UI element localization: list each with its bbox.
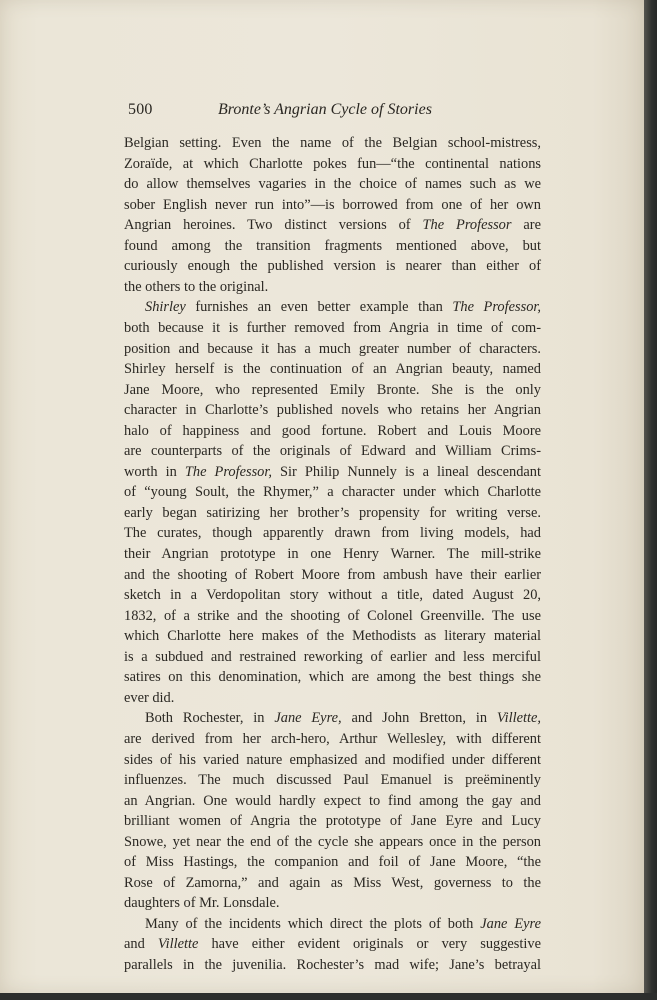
text-run: worth in [124, 463, 185, 480]
text-line [124, 729, 541, 750]
italic-text: The Professor [422, 217, 512, 234]
page-bottom-edge [0, 993, 657, 1000]
text-line [124, 380, 541, 401]
text-run: of Miss Hastings, the companion and foil of Jane Moore, “the [124, 854, 541, 871]
text-line [124, 133, 541, 154]
text-run: Many of the incidents which direct the plots of both [145, 915, 481, 932]
text-line [124, 955, 541, 976]
text-line [124, 852, 541, 873]
text-run: sober English never run into”—is borrowed from one of her own [124, 196, 541, 213]
text-run: of “young Soult, the Rhymer,” a character under which Charlotte [124, 484, 541, 501]
text-run: Sir Philip Nunnely is a lineal descendant [271, 463, 541, 480]
text-run: which Charlotte here makes of the Methodists as literary material [124, 628, 541, 645]
text-line [124, 236, 541, 257]
italic-text: Shirley [145, 299, 186, 316]
text-run: curiously enough the published version is nearer than either of [124, 258, 541, 275]
text-run: ever did. [124, 689, 175, 706]
text-line [124, 544, 541, 565]
text-line [124, 832, 541, 853]
text-line [124, 893, 541, 914]
text-run: Zoraïde, at which Charlotte pokes fun—“the continental nations [124, 155, 541, 172]
text-line [124, 482, 541, 503]
italic-text: The Professor, [452, 299, 541, 316]
text-line [124, 667, 541, 688]
text-run: are counterparts of the originals of Edward and William Crims- [124, 443, 541, 460]
text-run: and [124, 936, 158, 953]
text-line [124, 256, 541, 277]
text-run: furnishes an even better example than [185, 299, 453, 316]
text-line [124, 565, 541, 586]
text-line [124, 441, 541, 462]
text-line [124, 750, 541, 771]
page-number: 500 [128, 101, 153, 118]
text-run: halo of happiness and good fortune. Robert and Louis Moore [124, 422, 541, 439]
text-line [124, 626, 541, 647]
text-line [124, 688, 541, 709]
text-run: character in Charlotte’s published novels who retains her Angrian [124, 402, 541, 419]
text-run: sketch in a Verdopolitan story without a title, dated August 20, [124, 587, 541, 604]
text-line [124, 339, 541, 360]
text-run: are [511, 217, 541, 234]
text-line [124, 606, 541, 627]
text-run: do allow themselves vagaries in the choice of names such as we [124, 176, 541, 193]
text-run: both because it is further removed from Angria in time of com- [124, 319, 541, 336]
text-line [124, 791, 541, 812]
text-line [124, 770, 541, 791]
text-line [124, 811, 541, 832]
text-run: found among the transition fragments mentioned above, but [124, 237, 541, 254]
text-run: is a subdued and restrained reworking of earlier and less merciful [124, 648, 541, 665]
text-run: daughters of Mr. Lonsdale. [124, 895, 280, 912]
text-line [124, 934, 541, 955]
text-run: Snowe, yet near the end of the cycle she appears once in the person [124, 833, 541, 850]
text-run: Belgian setting. Even the name of the Belgian school-mistress, [124, 135, 541, 151]
text-line [124, 523, 541, 544]
text-run: Angrian heroines. Two distinct versions of [124, 217, 423, 234]
text-run: have either evident originals or very suggestive [198, 936, 541, 953]
text-line [124, 154, 541, 175]
text-run: their Angrian prototype in one Henry Warner. The mill-strike [124, 546, 541, 562]
text-run: sides of his varied nature emphasized and modified under different [124, 751, 541, 768]
running-head [124, 99, 542, 121]
text-line [124, 215, 541, 236]
text-run: position and because it has a much greater number of characters. [124, 340, 541, 357]
text-run: Jane Moore, who represented Emily Bronte. She is the only [124, 381, 541, 398]
text-run: brilliant women of Angria the prototype of Jane Eyre and Lucy [124, 813, 541, 830]
text-run: the others to the original. [124, 278, 269, 295]
text-line [124, 359, 541, 380]
text-line [124, 462, 541, 483]
text-line [124, 318, 541, 339]
text-line [124, 277, 541, 298]
italic-text: Jane Eyre, [274, 710, 342, 727]
text-line [124, 174, 541, 195]
text-run: Rose of Zamorna,” and again as Miss West, governess to the [124, 874, 541, 891]
text-run: 1832, of a strike and the shooting of Colonel Greenville. The use [124, 607, 541, 624]
text-run: early began satirizing her brother’s propensity for writing verse. [124, 504, 541, 521]
text-line [124, 195, 541, 216]
text-line [145, 914, 541, 935]
text-line [145, 297, 541, 318]
text-run: satires on this denomination, which are among the best things she [124, 669, 541, 686]
text-run: influenzes. The much discussed Paul Emanuel is preëminently [124, 772, 541, 789]
text-run: and John Bretton, in [341, 710, 497, 727]
text-line [124, 873, 541, 894]
text-run: an Angrian. One would hardly expect to find among the gay and [124, 792, 541, 809]
text-run: Both Rochester, in [145, 710, 275, 727]
italic-text: Villette [157, 936, 199, 953]
text-line [145, 708, 541, 729]
text-line [124, 647, 541, 668]
text-run: and the shooting of Robert Moore from ambush have their earlier [124, 566, 541, 583]
page-edge-shadow [644, 0, 657, 1000]
text-line [124, 421, 541, 442]
text-run: are derived from her arch-hero, Arthur Wellesley, with different [124, 730, 541, 747]
italic-text: Jane Eyre [480, 915, 541, 932]
text-line [124, 400, 541, 421]
text-run: parallels in the juvenilia. Rochester’s mad wife; Jane’s betrayal [124, 957, 541, 973]
italic-text: Villette, [496, 710, 541, 727]
text-line [124, 503, 541, 524]
italic-text: The Professor, [184, 463, 272, 480]
text-line [124, 585, 541, 606]
text-run: Shirley herself is the continuation of an Angrian beauty, named [124, 361, 541, 378]
text-run: The curates, though apparently drawn from living models, had [124, 525, 541, 542]
running-title: Bronte’s Angrian Cycle of Stories [218, 101, 432, 118]
